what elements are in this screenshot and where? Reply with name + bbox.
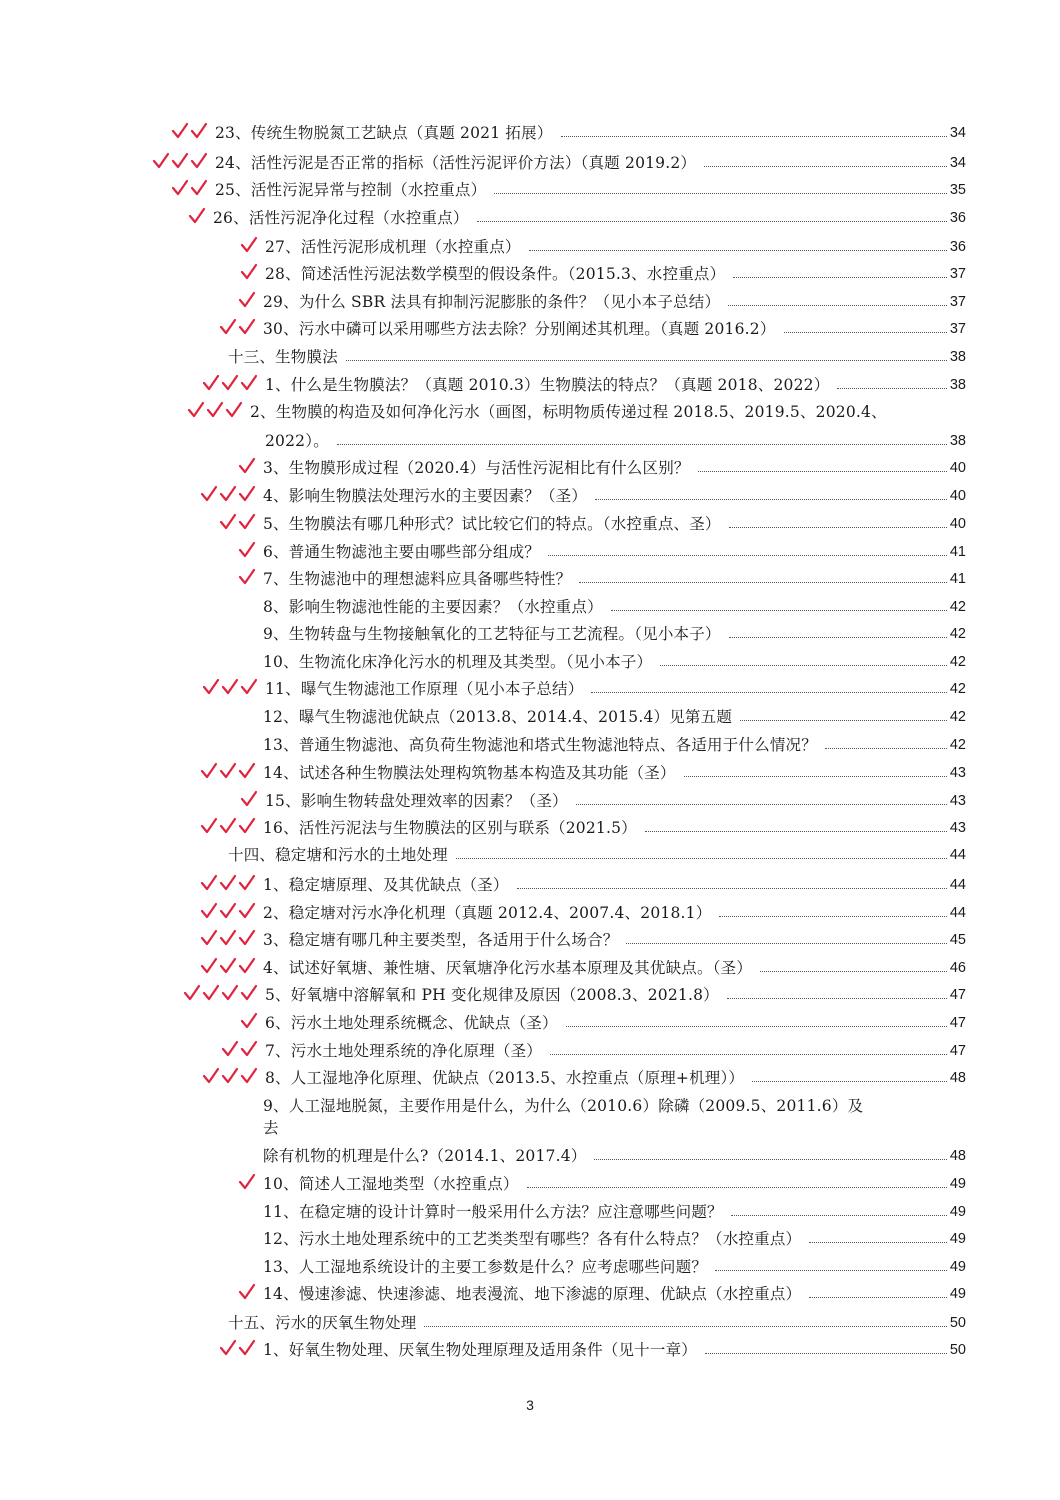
- dot-leader: [684, 776, 947, 777]
- dot-leader: [733, 277, 947, 278]
- toc-entry-page: 47: [949, 1043, 966, 1059]
- dot-leader: [784, 332, 947, 333]
- toc-entry-title: 5、生物膜法有哪几种形式？试比较它们的特点。（水控重点、圣）: [263, 515, 721, 533]
- handwritten-check-marks: [171, 121, 213, 141]
- dot-leader: [550, 1054, 947, 1055]
- check-mark-icon: [242, 1014, 256, 1027]
- toc-entry-title: 9、生物转盘与生物接触氧化的工艺特征与工艺流程。（见小本子）: [263, 625, 721, 643]
- toc-entry: [263, 511, 966, 535]
- dot-leader: [527, 1187, 947, 1188]
- toc-entry-page: 47: [949, 987, 966, 1003]
- toc-entry: [263, 316, 966, 340]
- dot-leader: [561, 136, 947, 137]
- toc-entry-title: 4、试述好氧塘、兼性塘、厌氧塘净化污水基本原理及其优缺点。（圣）: [263, 959, 753, 977]
- check-mark-icon: [240, 1175, 254, 1188]
- check-mark-icon: [242, 792, 256, 805]
- handwritten-check-marks: [238, 290, 261, 310]
- handwritten-check-marks: [219, 317, 261, 337]
- toc-entry-title: 3、稳定塘有哪几种主要类型，各适用于什么场合？: [263, 931, 619, 949]
- handwritten-check-marks: [240, 1011, 263, 1031]
- handwritten-check-marks: [200, 816, 261, 836]
- toc-entry-title: 12、曝气生物滤池优缺点（2013.8、2014.4、2015.4）见第五题: [263, 708, 733, 726]
- handwritten-check-marks: [202, 1066, 263, 1086]
- toc-entry-page: 49: [949, 1231, 966, 1247]
- check-mark-icon: [202, 959, 216, 972]
- toc-entry: [263, 1281, 966, 1305]
- toc-entry-title: 11、在稳定塘的设计计算时一般采用什么方法？应注意哪些问题？: [263, 1203, 723, 1221]
- toc-entry-page: 40: [949, 488, 966, 504]
- check-mark-icon: [223, 986, 237, 999]
- check-mark-icon: [240, 819, 254, 832]
- check-mark-icon: [240, 570, 254, 583]
- toc-entry-title: 除有机物的机理是什么?（2014.1、2017.4）: [263, 1147, 587, 1165]
- check-mark-icon: [221, 931, 235, 944]
- check-mark-icon: [221, 904, 235, 917]
- toc-entry-title: 14、慢速渗滤、快速渗滤、地表漫流、地下渗滤的原理、优缺点（水控重点）: [263, 1285, 802, 1303]
- dot-leader: [704, 166, 947, 167]
- toc-entry-title: 3、生物膜形成过程（2020.4）与活性污泥相比有什么区别？: [263, 459, 690, 477]
- toc-entry-title: 11、曝气生物滤池工作原理（见小本子总结）: [265, 680, 584, 698]
- toc-entry-page: 42: [949, 709, 966, 725]
- check-mark-icon: [185, 986, 199, 999]
- toc-entry-title: 6、污水土地处理系统概念、优缺点（圣）: [265, 1014, 558, 1032]
- toc-entry: [215, 177, 966, 201]
- dot-leader: [760, 971, 947, 972]
- check-mark-icon: [204, 986, 218, 999]
- check-mark-icon: [223, 1069, 237, 1082]
- handwritten-check-marks: [238, 1282, 261, 1302]
- toc-entry-title: 30、污水中磷可以采用哪些方法去除？分别阐述其机理。（真题 2016.2）: [263, 320, 776, 338]
- toc-entry-title: 十三、生物膜法: [228, 348, 338, 366]
- dot-leader: [837, 388, 946, 389]
- toc-entry-title: 28、简述活性污泥法数学模型的假设条件。（2015.3、水控重点）: [265, 265, 726, 283]
- toc-entry-title: 15、影响生物转盘处理效率的因素？（圣）: [265, 792, 568, 810]
- toc-entry-page: 47: [949, 1015, 966, 1031]
- check-mark-icon: [192, 154, 206, 167]
- check-mark-icon: [173, 181, 187, 194]
- toc-entry-title: 26、活性污泥净化过程（水控重点）: [213, 209, 469, 227]
- check-mark-icon: [240, 1341, 254, 1354]
- toc-entry: [263, 760, 966, 784]
- dot-leader: [477, 221, 947, 222]
- handwritten-check-marks: [152, 151, 213, 171]
- toc-entry-page: 41: [949, 571, 966, 587]
- toc-entry-title: 2、生物膜的构造及如何净化污水（画图，标明物质传递过程 2018.5、2019.5、2020.4、: [250, 403, 887, 421]
- toc-entry-page: 49: [949, 1259, 966, 1275]
- check-mark-icon: [173, 154, 187, 167]
- handwritten-check-marks: [240, 789, 263, 809]
- toc-entry-title: 14、试述各种生物膜法处理构筑物基本构造及其功能（圣）: [263, 764, 676, 782]
- toc-entry-page: 38: [949, 377, 966, 393]
- toc-entry-page: 44: [949, 847, 966, 863]
- toc-entry: [265, 788, 966, 812]
- toc-entry-title: 16、活性污泥法与生物膜法的区别与联系（2021.5）: [263, 819, 637, 837]
- handwritten-check-marks: [202, 677, 263, 697]
- dot-leader: [731, 1215, 947, 1216]
- handwritten-check-marks: [238, 540, 261, 560]
- dot-leader: [825, 748, 947, 749]
- toc-entry: [265, 372, 966, 396]
- dot-leader: [456, 858, 947, 859]
- dot-leader: [705, 1353, 947, 1354]
- dot-leader: [611, 610, 947, 611]
- page-number: 3: [526, 1397, 534, 1413]
- toc-entry: [263, 649, 966, 673]
- check-mark-icon: [240, 293, 254, 306]
- toc-entry: [263, 1199, 966, 1223]
- toc-entry-title: 1、什么是生物膜法？（真题 2010.3）生物膜法的特点？（真题 2018、2022）: [265, 376, 830, 394]
- toc-entry-title: 12、污水土地处理系统中的工艺类类型有哪些？各有什么特点？（水控重点）: [263, 1230, 802, 1248]
- check-mark-icon: [240, 515, 254, 528]
- toc-entry-title: 24、活性污泥是否正常的指标（活性污泥评价方法）（真题 2019.2）: [215, 154, 697, 172]
- toc-entry-title: 1、好氧生物处理、厌氧生物处理原理及适用条件（见十一章）: [263, 1341, 697, 1359]
- toc-entry: [263, 815, 966, 839]
- toc-entry-continued: [250, 399, 966, 423]
- toc-entry-title: 25、活性污泥异常与控制（水控重点）: [215, 181, 487, 199]
- toc-entry-page: 49: [949, 1204, 966, 1220]
- toc-entry: [263, 1226, 966, 1250]
- toc-entry-title: 十五、污水的厌氧生物处理: [228, 1314, 417, 1332]
- handwritten-check-marks: [188, 206, 211, 226]
- toc-entry-page: 49: [949, 1286, 966, 1302]
- toc-entry-page: 43: [949, 820, 966, 836]
- toc-entry: [263, 732, 966, 756]
- toc-entry-title: 7、污水土地处理系统的净化原理（圣）: [265, 1042, 542, 1060]
- check-mark-icon: [242, 680, 256, 693]
- check-mark-icon: [240, 543, 254, 556]
- check-mark-icon: [240, 1285, 254, 1298]
- toc-entry: [263, 566, 966, 590]
- check-mark-icon: [240, 876, 254, 889]
- toc-entry: [263, 289, 966, 313]
- check-mark-icon: [221, 959, 235, 972]
- toc-entry-page: 40: [949, 460, 966, 476]
- check-mark-icon: [221, 320, 235, 333]
- toc-entry-page: 36: [949, 210, 966, 226]
- check-mark-icon: [189, 403, 203, 416]
- check-mark-icon: [240, 764, 254, 777]
- check-mark-icon: [221, 1341, 235, 1354]
- handwritten-check-marks: [238, 567, 261, 587]
- check-mark-icon: [202, 931, 216, 944]
- toc-entry-page: 34: [949, 155, 966, 171]
- toc-entry-page: 40: [949, 516, 966, 532]
- toc-entry-page: 42: [949, 681, 966, 697]
- dot-leader: [594, 1159, 946, 1160]
- toc-entry: [263, 539, 966, 563]
- toc-entry-page: 46: [949, 960, 966, 976]
- check-mark-icon: [192, 124, 206, 137]
- check-mark-icon: [242, 238, 256, 251]
- handwritten-check-marks: [200, 956, 261, 976]
- toc-entry-page: 37: [949, 321, 966, 337]
- check-mark-icon: [242, 986, 256, 999]
- check-mark-icon: [221, 515, 235, 528]
- check-mark-icon: [223, 1042, 237, 1055]
- toc-entry: [228, 344, 966, 368]
- dot-leader: [579, 582, 946, 583]
- toc-entry-page: 44: [949, 877, 966, 893]
- check-mark-icon: [192, 181, 206, 194]
- toc-entry: [265, 1010, 966, 1034]
- dot-leader: [424, 1326, 946, 1327]
- check-mark-icon: [208, 403, 222, 416]
- dot-leader: [740, 720, 947, 721]
- check-mark-icon: [240, 931, 254, 944]
- check-mark-icon: [221, 819, 235, 832]
- toc-entry-page: 38: [949, 349, 966, 365]
- toc-entry: [263, 1337, 966, 1361]
- toc-entry: [263, 1143, 966, 1167]
- dot-leader: [645, 831, 947, 832]
- check-mark-icon: [221, 487, 235, 500]
- toc-entry-title: 10、生物流化床净化污水的机理及其类型。（见小本子）: [263, 653, 653, 671]
- dot-leader: [809, 1242, 947, 1243]
- toc-entry: [263, 1254, 966, 1278]
- dot-leader: [337, 444, 947, 445]
- toc-entry-page: 48: [949, 1148, 966, 1164]
- handwritten-check-marks: [200, 901, 261, 921]
- toc-entry: [263, 900, 966, 924]
- toc-entry-page: 48: [949, 1070, 966, 1086]
- toc-entry: [265, 1038, 966, 1062]
- dot-leader: [529, 250, 947, 251]
- handwritten-check-marks: [238, 1172, 261, 1192]
- toc-entry-page: 50: [949, 1342, 966, 1358]
- dot-leader: [752, 1081, 947, 1082]
- toc-entry-title: 8、影响生物滤池性能的主要因素？（水控重点）: [263, 598, 603, 616]
- toc-entry-page: 43: [949, 793, 966, 809]
- dot-leader: [719, 916, 946, 917]
- toc-entry-title: 4、影响生物膜法处理污水的主要因素？（圣）: [263, 487, 588, 505]
- toc-entry: [265, 982, 966, 1006]
- handwritten-check-marks: [200, 484, 261, 504]
- toc-entry-page: 42: [949, 737, 966, 753]
- toc-entry-title: 5、好氧塘中溶解氧和 PH 变化规律及原因（2008.3、2021.8）: [265, 986, 719, 1004]
- toc-entry-continued: [263, 1115, 966, 1139]
- dot-leader: [566, 1026, 947, 1027]
- check-mark-icon: [154, 154, 168, 167]
- handwritten-check-marks: [219, 512, 261, 532]
- toc-entry: [215, 120, 966, 144]
- check-mark-icon: [240, 487, 254, 500]
- handwritten-check-marks: [221, 1039, 263, 1059]
- toc-entry: [263, 1171, 966, 1195]
- dot-leader: [660, 665, 947, 666]
- check-mark-icon: [202, 487, 216, 500]
- toc-entry: [265, 676, 966, 700]
- toc-entry-title: 9、人工湿地脱氮，主要作用是什么，为什么（2010.6）除磷（2009.5、2011.6）及: [263, 1097, 864, 1115]
- check-mark-icon: [240, 320, 254, 333]
- dot-leader: [698, 471, 947, 472]
- toc-entry-title: 8、人工湿地净化原理、优缺点（2013.5、水控重点（原理+机理））: [265, 1069, 745, 1087]
- check-mark-icon: [221, 764, 235, 777]
- toc-entry-page: 37: [949, 294, 966, 310]
- toc-entry-page: 38: [949, 433, 966, 449]
- toc-entry-page: 50: [949, 1315, 966, 1331]
- dot-leader: [517, 888, 947, 889]
- toc-entry: [263, 621, 966, 645]
- toc-entry-page: 44: [949, 905, 966, 921]
- toc-entry-title: 去: [263, 1119, 279, 1137]
- check-mark-icon: [242, 376, 256, 389]
- toc-entry-page: 49: [949, 1176, 966, 1192]
- handwritten-check-marks: [171, 178, 213, 198]
- toc-entry: [265, 1065, 966, 1089]
- check-mark-icon: [202, 819, 216, 832]
- dot-leader: [548, 555, 947, 556]
- toc-entry-page: 42: [949, 626, 966, 642]
- check-mark-icon: [202, 876, 216, 889]
- toc-entry-title: 6、普通生物滤池主要由哪些部分组成？: [263, 543, 540, 561]
- toc-entry-title: 13、普通生物滤池、高负荷生物滤池和塔式生物滤池特点、各适用于什么情况？: [263, 736, 817, 754]
- toc-entry-title: 29、为什么 SBR 法具有抑制污泥膨胀的条件？（见小本子总结）: [263, 293, 721, 311]
- dot-leader: [729, 637, 947, 638]
- check-mark-icon: [242, 1069, 256, 1082]
- dot-leader: [727, 998, 947, 999]
- check-mark-icon: [173, 124, 187, 137]
- dot-leader: [729, 527, 947, 528]
- toc-entry: [263, 955, 966, 979]
- handwritten-check-marks: [240, 235, 263, 255]
- check-mark-icon: [240, 904, 254, 917]
- dot-leader: [494, 193, 947, 194]
- toc-entry-page: 42: [949, 599, 966, 615]
- toc-entry-title: 1、稳定塘原理、及其优缺点（圣）: [263, 876, 509, 894]
- toc-entry-title: 23、传统生物脱氮工艺缺点（真题 2021 拓展）: [215, 124, 553, 142]
- toc-entry-title: 十四、稳定塘和污水的土地处理: [228, 846, 448, 864]
- check-mark-icon: [223, 376, 237, 389]
- check-mark-icon: [204, 680, 218, 693]
- toc-entry-page: 37: [949, 266, 966, 282]
- dot-leader: [809, 1297, 947, 1298]
- toc-entry: [263, 872, 966, 896]
- handwritten-check-marks: [202, 373, 263, 393]
- handwritten-check-marks: [200, 928, 261, 948]
- handwritten-check-marks: [183, 983, 263, 1003]
- handwritten-check-marks: [219, 1338, 261, 1358]
- check-mark-icon: [242, 1042, 256, 1055]
- dot-leader: [591, 692, 946, 693]
- toc-entry-page: 43: [949, 765, 966, 781]
- toc-entry-page: 36: [949, 239, 966, 255]
- toc-entry-title: 13、人工湿地系统设计的主要工参数是什么？应考虑哪些问题？: [263, 1258, 708, 1276]
- dot-leader: [728, 305, 947, 306]
- check-mark-icon: [190, 209, 204, 222]
- check-mark-icon: [227, 403, 241, 416]
- check-mark-icon: [242, 265, 256, 278]
- check-mark-icon: [202, 904, 216, 917]
- toc-entry-page: 41: [949, 544, 966, 560]
- check-mark-icon: [204, 1069, 218, 1082]
- toc-entry: [263, 704, 966, 728]
- dot-leader: [595, 499, 947, 500]
- toc-entry: [228, 842, 966, 866]
- handwritten-check-marks: [200, 761, 261, 781]
- toc-entry-title: 10、简述人工湿地类型（水控重点）: [263, 1175, 519, 1193]
- check-mark-icon: [223, 680, 237, 693]
- check-mark-icon: [240, 459, 254, 472]
- toc-entry-page: 42: [949, 654, 966, 670]
- dot-leader: [626, 943, 946, 944]
- check-mark-icon: [221, 876, 235, 889]
- toc-entry-page: 34: [949, 125, 966, 141]
- handwritten-check-marks: [200, 873, 261, 893]
- check-mark-icon: [204, 376, 218, 389]
- toc-entry: [215, 150, 966, 174]
- toc-entry: [228, 1310, 966, 1334]
- dot-leader: [715, 1270, 947, 1271]
- toc-entry-continued: [263, 1093, 966, 1117]
- toc-entry-page: 35: [949, 182, 966, 198]
- toc-entry-title: 2022）。: [265, 432, 329, 450]
- dot-leader: [346, 360, 947, 361]
- toc-entry-title: 7、生物滤池中的理想滤料应具备哪些特性？: [263, 570, 572, 588]
- handwritten-check-marks: [240, 262, 263, 282]
- toc-entry: [265, 428, 966, 452]
- toc-entry: [263, 927, 966, 951]
- check-mark-icon: [240, 959, 254, 972]
- toc-entry-title: 2、稳定塘对污水净化机理（真题 2012.4、2007.4、2018.1）: [263, 904, 712, 922]
- toc-entry-title: 27、活性污泥形成机理（水控重点）: [265, 238, 521, 256]
- toc-entry: [263, 455, 966, 479]
- toc-entry: [265, 234, 966, 258]
- toc-entry: [263, 594, 966, 618]
- handwritten-check-marks: [238, 456, 261, 476]
- check-mark-icon: [202, 764, 216, 777]
- dot-leader: [576, 804, 947, 805]
- toc-entry-page: 45: [949, 932, 966, 948]
- handwritten-check-marks: [187, 400, 248, 420]
- toc-entry: [265, 261, 966, 285]
- toc-entry: [263, 483, 966, 507]
- toc-entry: [213, 205, 966, 229]
